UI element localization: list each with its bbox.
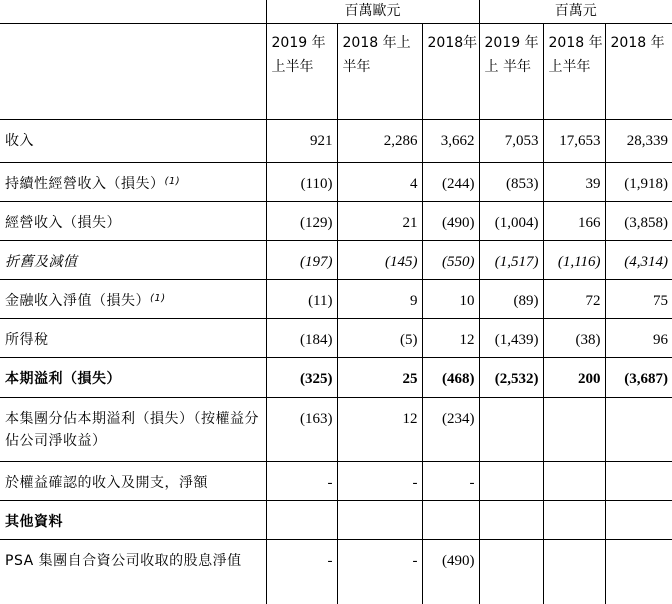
table-cell: (234) [422, 398, 479, 462]
section-heading: 其他資料 [0, 501, 266, 540]
row-label: 本集團分佔本期溢利（損失）（按權益分佔公司淨收益） [0, 398, 266, 462]
table-row [0, 319, 672, 358]
footnote-marker: (1) [164, 176, 181, 187]
table-cell [605, 540, 672, 604]
table-cell: 2,286 [337, 120, 422, 163]
table-cell: (145) [337, 241, 422, 280]
column-header: 2018 年上半年 [543, 24, 605, 120]
table-cell: (89) [479, 280, 543, 319]
table-row [0, 462, 672, 501]
row-label-text: 持續性經營收入（損失） [5, 176, 165, 192]
table-cell: 3,662 [422, 120, 479, 163]
table-cell: 9 [337, 280, 422, 319]
table-cell [479, 540, 543, 604]
table-row [0, 120, 672, 163]
table-cell [479, 462, 543, 501]
table-row [0, 398, 672, 462]
table-cell: (1,439) [479, 319, 543, 358]
table-cell: (325) [266, 358, 337, 398]
table-cell [543, 540, 605, 604]
table-cell: 17,653 [543, 120, 605, 163]
currency-rmb-header: 百萬元 [479, 0, 672, 24]
table-cell: - [266, 462, 337, 501]
table-cell: 7,053 [479, 120, 543, 163]
table-cell [422, 501, 479, 540]
row-label: 於權益確認的收入及開支，淨額 [0, 462, 266, 501]
table-cell: (129) [266, 202, 337, 241]
row-label: PSA 集團自合資公司收取的股息淨值 [0, 540, 266, 604]
column-header: 2018 年 [605, 24, 672, 120]
row-label: 收入 [0, 120, 266, 163]
table-cell: (2,532) [479, 358, 543, 398]
row-label: 所得稅 [0, 319, 266, 358]
table-cell [543, 462, 605, 501]
table-cell [479, 501, 543, 540]
section-row [0, 501, 672, 540]
table-cell: (490) [422, 540, 479, 604]
period-header-row [0, 24, 672, 120]
row-label: 本期溢利（損失） [0, 358, 266, 398]
column-header: 2019 年上半年 [266, 24, 337, 120]
table-cell: 12 [337, 398, 422, 462]
currency-header-row [0, 0, 672, 24]
table-cell [605, 398, 672, 462]
table-cell: (244) [422, 163, 479, 202]
footnote-marker: (1) [150, 293, 166, 304]
table-cell: (163) [266, 398, 337, 462]
table-cell: 72 [543, 280, 605, 319]
table-cell: (490) [422, 202, 479, 241]
table-row [0, 280, 672, 319]
table-cell [337, 501, 422, 540]
table-row [0, 163, 672, 202]
table-cell [605, 462, 672, 501]
table-cell: (184) [266, 319, 337, 358]
table-cell [605, 501, 672, 540]
table-cell: (197) [266, 241, 337, 280]
table-cell: 921 [266, 120, 337, 163]
table-cell: (110) [266, 163, 337, 202]
table-row [0, 241, 672, 280]
table-cell: (468) [422, 358, 479, 398]
table-cell: (38) [543, 319, 605, 358]
table-cell: 39 [543, 163, 605, 202]
table-cell: (4,314) [605, 241, 672, 280]
table-cell [479, 398, 543, 462]
table-cell: (550) [422, 241, 479, 280]
table-row [0, 540, 672, 604]
table-cell: 96 [605, 319, 672, 358]
table-cell: - [422, 462, 479, 501]
table-cell: - [337, 540, 422, 604]
table-cell: 28,339 [605, 120, 672, 163]
row-label [0, 163, 266, 202]
table-cell: (11) [266, 280, 337, 319]
table-cell: 21 [337, 202, 422, 241]
row-label-text: 金融收入淨值（損失） [5, 293, 150, 309]
table-cell: (3,687) [605, 358, 672, 398]
row-label: 折舊及減值 [0, 241, 266, 280]
table-cell: - [337, 462, 422, 501]
table-cell: 166 [543, 202, 605, 241]
column-header: 2019 年 上 半年 [479, 24, 543, 120]
table-cell [543, 398, 605, 462]
table-cell: 200 [543, 358, 605, 398]
table-cell: - [266, 540, 337, 604]
table-row [0, 202, 672, 241]
table-cell: (1,918) [605, 163, 672, 202]
currency-eur-header: 百萬歐元 [266, 0, 479, 24]
table-cell: (1,004) [479, 202, 543, 241]
table-cell: (5) [337, 319, 422, 358]
table-cell: (1,517) [479, 241, 543, 280]
table-cell: (1,116) [543, 241, 605, 280]
table-cell [543, 501, 605, 540]
table-cell: 75 [605, 280, 672, 319]
table-cell: (3,858) [605, 202, 672, 241]
table-cell: 10 [422, 280, 479, 319]
column-header: 2018 年上半年 [337, 24, 422, 120]
table-row [0, 358, 672, 398]
table-cell: 4 [337, 163, 422, 202]
table-cell: 12 [422, 319, 479, 358]
column-header: 2018年 [422, 24, 479, 120]
row-label: 經營收入（損失） [0, 202, 266, 241]
table-cell: (853) [479, 163, 543, 202]
table-cell [266, 501, 337, 540]
table-cell: 25 [337, 358, 422, 398]
row-label [0, 280, 266, 319]
